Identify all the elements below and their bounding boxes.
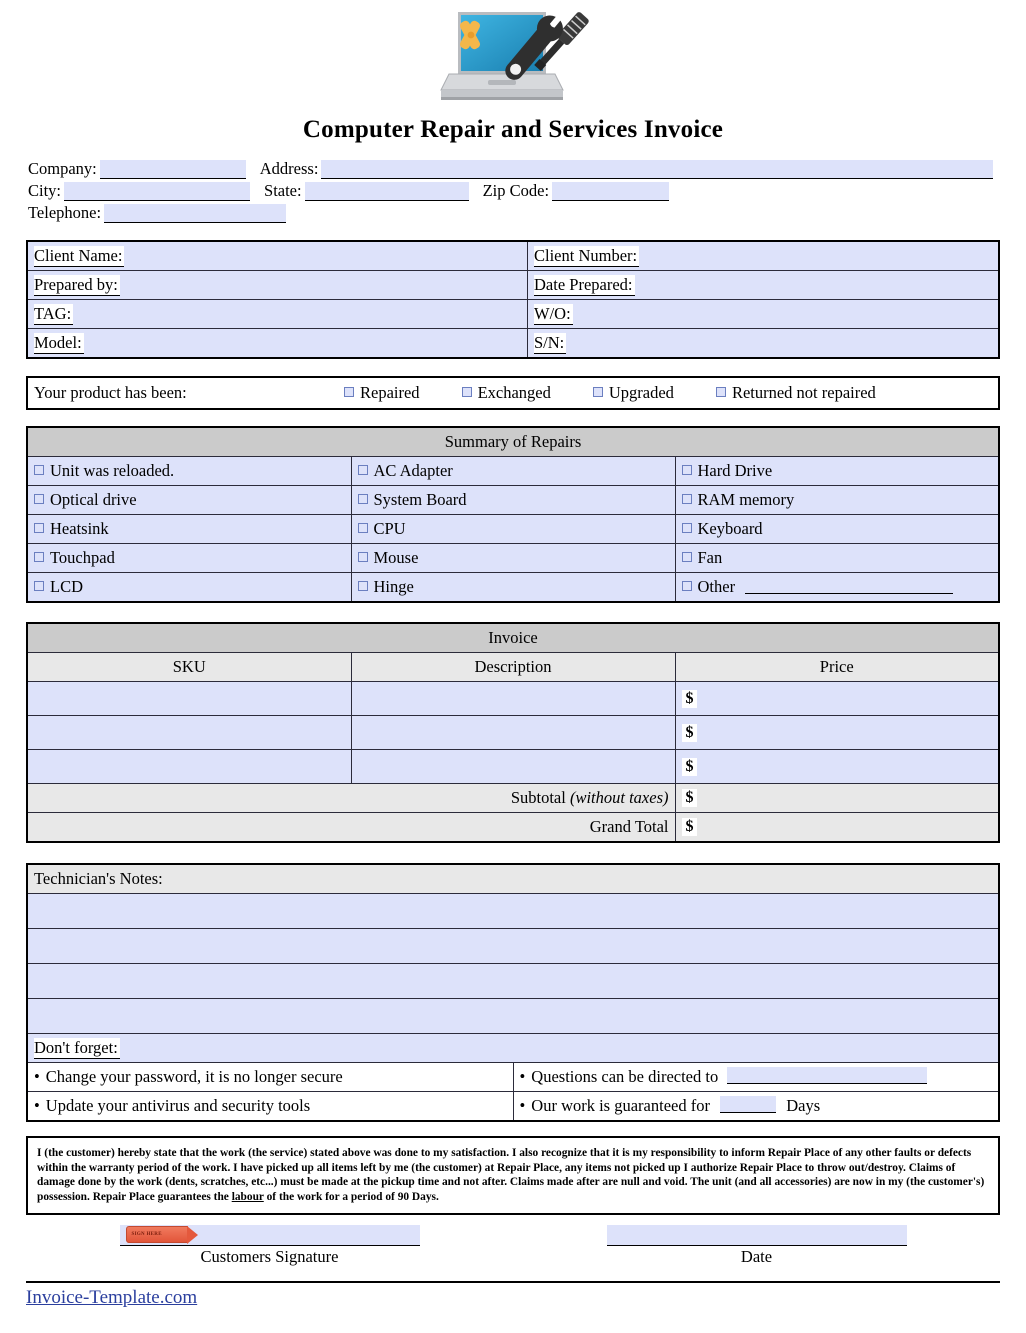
checkbox-icon[interactable] xyxy=(34,465,44,475)
repair-item-optical-drive[interactable] xyxy=(27,486,351,515)
prepared-by-label: Prepared by: xyxy=(34,274,118,294)
model-label: Model: xyxy=(34,332,82,352)
repair-item-heatsink[interactable] xyxy=(27,515,351,544)
contact-row-city-state-zip xyxy=(28,180,1000,201)
subtotal-value-cell[interactable] xyxy=(675,784,999,813)
technician-note-line-4[interactable] xyxy=(27,999,999,1034)
repair-item-touchpad[interactable] xyxy=(27,544,351,573)
dont-forget-header: Don't forget: xyxy=(34,1037,118,1057)
repair-item-unit-was-reloaded[interactable] xyxy=(27,457,351,486)
logo-container xyxy=(0,0,1026,108)
address-input[interactable] xyxy=(321,160,993,179)
repair-item-label: Fan xyxy=(697,548,723,567)
company-input[interactable] xyxy=(100,160,246,179)
bullet-icon: • xyxy=(519,1067,526,1086)
city-input[interactable] xyxy=(64,182,250,201)
invoice-header: Invoice xyxy=(27,623,999,653)
repair-item-lcd[interactable] xyxy=(27,573,351,603)
repair-item-label: CPU xyxy=(373,519,406,538)
checkbox-icon[interactable] xyxy=(716,387,726,397)
grand-total-value-cell[interactable] xyxy=(675,813,999,843)
line-item-price-cell[interactable] xyxy=(675,716,999,750)
signature-date-input[interactable] xyxy=(607,1225,907,1246)
status-option-repaired[interactable] xyxy=(344,383,420,403)
technician-notes-table xyxy=(26,863,1000,1122)
checkbox-icon[interactable] xyxy=(358,523,368,533)
repair-item-hinge[interactable] xyxy=(351,573,675,603)
invoice-table xyxy=(26,622,1000,843)
table-row xyxy=(27,1063,999,1092)
line-item-description[interactable] xyxy=(351,750,675,784)
legal-text-end: of the work for a period of 90 Days. xyxy=(263,1190,439,1203)
date-prepared-cell[interactable] xyxy=(528,271,1000,300)
warranty-days-input[interactable] xyxy=(720,1096,776,1113)
table-row xyxy=(27,329,999,359)
line-item-description[interactable] xyxy=(351,716,675,750)
repair-item-label: Touchpad xyxy=(50,548,115,567)
repair-item-label: LCD xyxy=(50,577,83,596)
table-row xyxy=(27,271,999,300)
checkbox-icon[interactable] xyxy=(462,387,472,397)
customer-signature-block xyxy=(26,1225,513,1267)
table-row xyxy=(27,544,999,573)
repair-item-other[interactable] xyxy=(675,573,999,603)
telephone-input[interactable] xyxy=(104,204,286,223)
dont-forget-item-update-antivirus xyxy=(27,1092,513,1122)
dont-forget-item-label: Our work is guaranteed for xyxy=(531,1096,710,1115)
product-status-label: Your product has been: xyxy=(34,383,187,402)
currency-symbol: $ xyxy=(682,818,697,836)
repair-item-label: Optical drive xyxy=(50,490,137,509)
zip-input[interactable] xyxy=(552,182,669,201)
table-row xyxy=(27,573,999,603)
table-row xyxy=(27,457,999,486)
customer-signature-caption: Customers Signature xyxy=(200,1247,339,1267)
checkbox-icon[interactable] xyxy=(593,387,603,397)
repair-item-fan[interactable] xyxy=(675,544,999,573)
repair-item-label: Other xyxy=(697,577,736,596)
table-row xyxy=(27,999,999,1034)
tag-label: TAG: xyxy=(34,303,72,323)
checkbox-icon[interactable] xyxy=(358,465,368,475)
dont-forget-item-change-password xyxy=(27,1063,513,1092)
repair-item-system-board[interactable] xyxy=(351,486,675,515)
legal-text-main: I (the customer) hereby state that the work (the service) stated above was done to my satisfaction. I also recognize that it is my responsibility to inform Repair Place of any other faults or defects within the warranty period of the work. I have picked up all items left by me (the customer) at Repair Place, any items not picked up I authorize Repair Place to throw out/destroy. Claims of damage done by the work (dents, scratches, etc...) must be made at the pickup time and not after. Claims made after are null and void. The unit (and all accessories) are now in my (the customer's) possession. Repair Place guarantees the xyxy=(37,1147,985,1203)
contact-row-company-address xyxy=(28,158,1000,179)
contact-row-telephone xyxy=(28,202,1000,223)
checkbox-icon[interactable] xyxy=(34,494,44,504)
prepared-by-cell[interactable] xyxy=(27,271,528,300)
table-row xyxy=(27,427,999,457)
repair-item-mouse[interactable] xyxy=(351,544,675,573)
table-row xyxy=(27,1092,999,1122)
currency-symbol: $ xyxy=(682,758,697,776)
line-item-description[interactable] xyxy=(351,682,675,716)
zip-label: Zip Code: xyxy=(482,181,550,200)
checkbox-icon[interactable] xyxy=(682,465,692,475)
summary-of-repairs-header: Summary of Repairs xyxy=(27,427,999,457)
currency-symbol: $ xyxy=(682,690,697,708)
status-option-exchanged-label: Exchanged xyxy=(477,383,551,402)
table-row xyxy=(27,623,999,653)
technician-note-line-3[interactable] xyxy=(27,964,999,999)
checkbox-icon[interactable] xyxy=(358,552,368,562)
warranty-days-suffix: Days xyxy=(786,1096,821,1115)
bullet-icon: • xyxy=(34,1067,40,1086)
table-row xyxy=(27,929,999,964)
bullet-icon: • xyxy=(519,1096,526,1115)
repair-item-other-input[interactable] xyxy=(745,577,953,594)
state-label: State: xyxy=(264,181,302,200)
currency-symbol: $ xyxy=(682,789,697,807)
dont-forget-item-label: Questions can be directed to xyxy=(531,1067,719,1086)
line-item-price-cell[interactable] xyxy=(675,750,999,784)
line-item-sku[interactable] xyxy=(27,716,351,750)
repair-item-label: Keyboard xyxy=(697,519,763,538)
grand-total-label-cell: Grand Total xyxy=(27,813,675,843)
sign-here-tag-icon: SIGN HERE xyxy=(126,1226,188,1243)
product-status-strip xyxy=(26,376,1000,410)
checkbox-icon[interactable] xyxy=(682,552,692,562)
status-option-returned-not-repaired[interactable] xyxy=(716,383,876,403)
customer-signature-input[interactable] xyxy=(120,1225,420,1246)
legal-underlined-word: labour xyxy=(231,1190,264,1203)
repair-item-ram-memory[interactable] xyxy=(675,486,999,515)
technician-note-line-2[interactable] xyxy=(27,929,999,964)
table-row xyxy=(27,682,999,716)
repair-item-label: Hinge xyxy=(373,577,414,596)
wo-label: W/O: xyxy=(534,303,571,323)
status-option-upgraded-label: Upgraded xyxy=(608,383,674,402)
table-row xyxy=(27,964,999,999)
city-label: City: xyxy=(28,181,62,200)
table-row xyxy=(27,894,999,929)
line-item-price-cell[interactable] xyxy=(675,682,999,716)
repair-item-hard-drive[interactable] xyxy=(675,457,999,486)
model-cell[interactable] xyxy=(27,329,528,359)
checkbox-icon[interactable] xyxy=(34,581,44,591)
date-signature-block xyxy=(513,1225,1000,1267)
client-name-cell[interactable] xyxy=(27,241,528,271)
checkbox-icon[interactable] xyxy=(682,581,692,591)
technician-notes-header: Technician's Notes: xyxy=(27,864,999,894)
checkbox-icon[interactable] xyxy=(682,523,692,533)
table-row xyxy=(27,486,999,515)
repair-item-ac-adapter[interactable] xyxy=(351,457,675,486)
sn-label: S/N: xyxy=(534,332,565,352)
repair-item-label: Unit was reloaded. xyxy=(50,461,175,480)
page-title: Computer Repair and Services Invoice xyxy=(302,116,724,143)
table-row xyxy=(27,716,999,750)
dont-forget-item-questions xyxy=(513,1063,999,1092)
bullet-icon: • xyxy=(34,1096,40,1115)
repair-item-label: Mouse xyxy=(373,548,419,567)
status-option-returned-label: Returned not repaired xyxy=(731,383,876,402)
subtotal-row xyxy=(27,784,999,813)
repair-item-label: AC Adapter xyxy=(373,461,453,480)
table-header-row xyxy=(27,653,999,682)
repair-item-label: Hard Drive xyxy=(697,461,773,480)
line-item-sku[interactable] xyxy=(27,750,351,784)
client-info-table xyxy=(26,240,1000,359)
table-row xyxy=(27,1034,999,1063)
address-label: Address: xyxy=(259,159,319,178)
repair-item-label: RAM memory xyxy=(697,490,795,509)
telephone-label: Telephone: xyxy=(28,203,102,222)
date-prepared-label: Date Prepared: xyxy=(534,274,633,294)
dont-forget-header-cell xyxy=(27,1034,999,1063)
state-input[interactable] xyxy=(305,182,469,201)
repair-item-label: Heatsink xyxy=(50,519,109,538)
column-header-price: Price xyxy=(675,653,999,682)
client-number-cell[interactable] xyxy=(528,241,1000,271)
subtotal-label-cell xyxy=(27,784,675,813)
table-row xyxy=(27,750,999,784)
company-label: Company: xyxy=(28,159,97,178)
currency-symbol: $ xyxy=(682,724,697,742)
checkbox-icon[interactable] xyxy=(344,387,354,397)
technician-note-line-1[interactable] xyxy=(27,894,999,929)
footer-link-invoice-template[interactable]: Invoice-Template.com xyxy=(26,1287,198,1309)
subtotal-label: Subtotal xyxy=(510,788,566,807)
checkbox-icon[interactable] xyxy=(682,494,692,504)
checkbox-icon[interactable] xyxy=(34,552,44,562)
dont-forget-item-label: Change your password, it is no longer secure xyxy=(45,1067,343,1086)
client-name-label: Client Name: xyxy=(34,245,123,265)
checkbox-icon[interactable] xyxy=(358,494,368,504)
repair-item-cpu[interactable] xyxy=(351,515,675,544)
signature-area xyxy=(26,1225,1000,1267)
laptop-wrench-screwdriver-icon xyxy=(418,4,608,108)
signature-date-caption: Date xyxy=(740,1247,773,1267)
contact-block xyxy=(0,158,1026,223)
sn-cell[interactable] xyxy=(528,329,1000,359)
subtotal-note: (without taxes) xyxy=(569,788,669,807)
dont-forget-item-label: Update your antivirus and security tools xyxy=(45,1096,311,1115)
grand-total-row xyxy=(27,813,999,843)
questions-contact-input[interactable] xyxy=(727,1067,927,1084)
tag-cell[interactable] xyxy=(27,300,528,329)
line-item-sku[interactable] xyxy=(27,682,351,716)
status-option-repaired-label: Repaired xyxy=(360,383,420,402)
repair-item-label: System Board xyxy=(373,490,467,509)
repair-item-keyboard[interactable] xyxy=(675,515,999,544)
checkbox-icon[interactable] xyxy=(34,523,44,533)
table-row xyxy=(27,515,999,544)
table-row xyxy=(27,300,999,329)
table-row xyxy=(27,864,999,894)
client-number-label: Client Number: xyxy=(534,245,638,265)
column-header-sku: SKU xyxy=(27,653,351,682)
table-row xyxy=(27,241,999,271)
checkbox-icon[interactable] xyxy=(358,581,368,591)
dont-forget-item-warranty-days xyxy=(513,1092,999,1122)
column-header-description: Description xyxy=(351,653,675,682)
wo-cell[interactable] xyxy=(528,300,1000,329)
summary-of-repairs-table xyxy=(26,426,1000,603)
status-option-exchanged[interactable] xyxy=(462,383,551,403)
legal-agreement-text xyxy=(26,1136,1000,1215)
status-option-upgraded[interactable] xyxy=(593,383,674,403)
